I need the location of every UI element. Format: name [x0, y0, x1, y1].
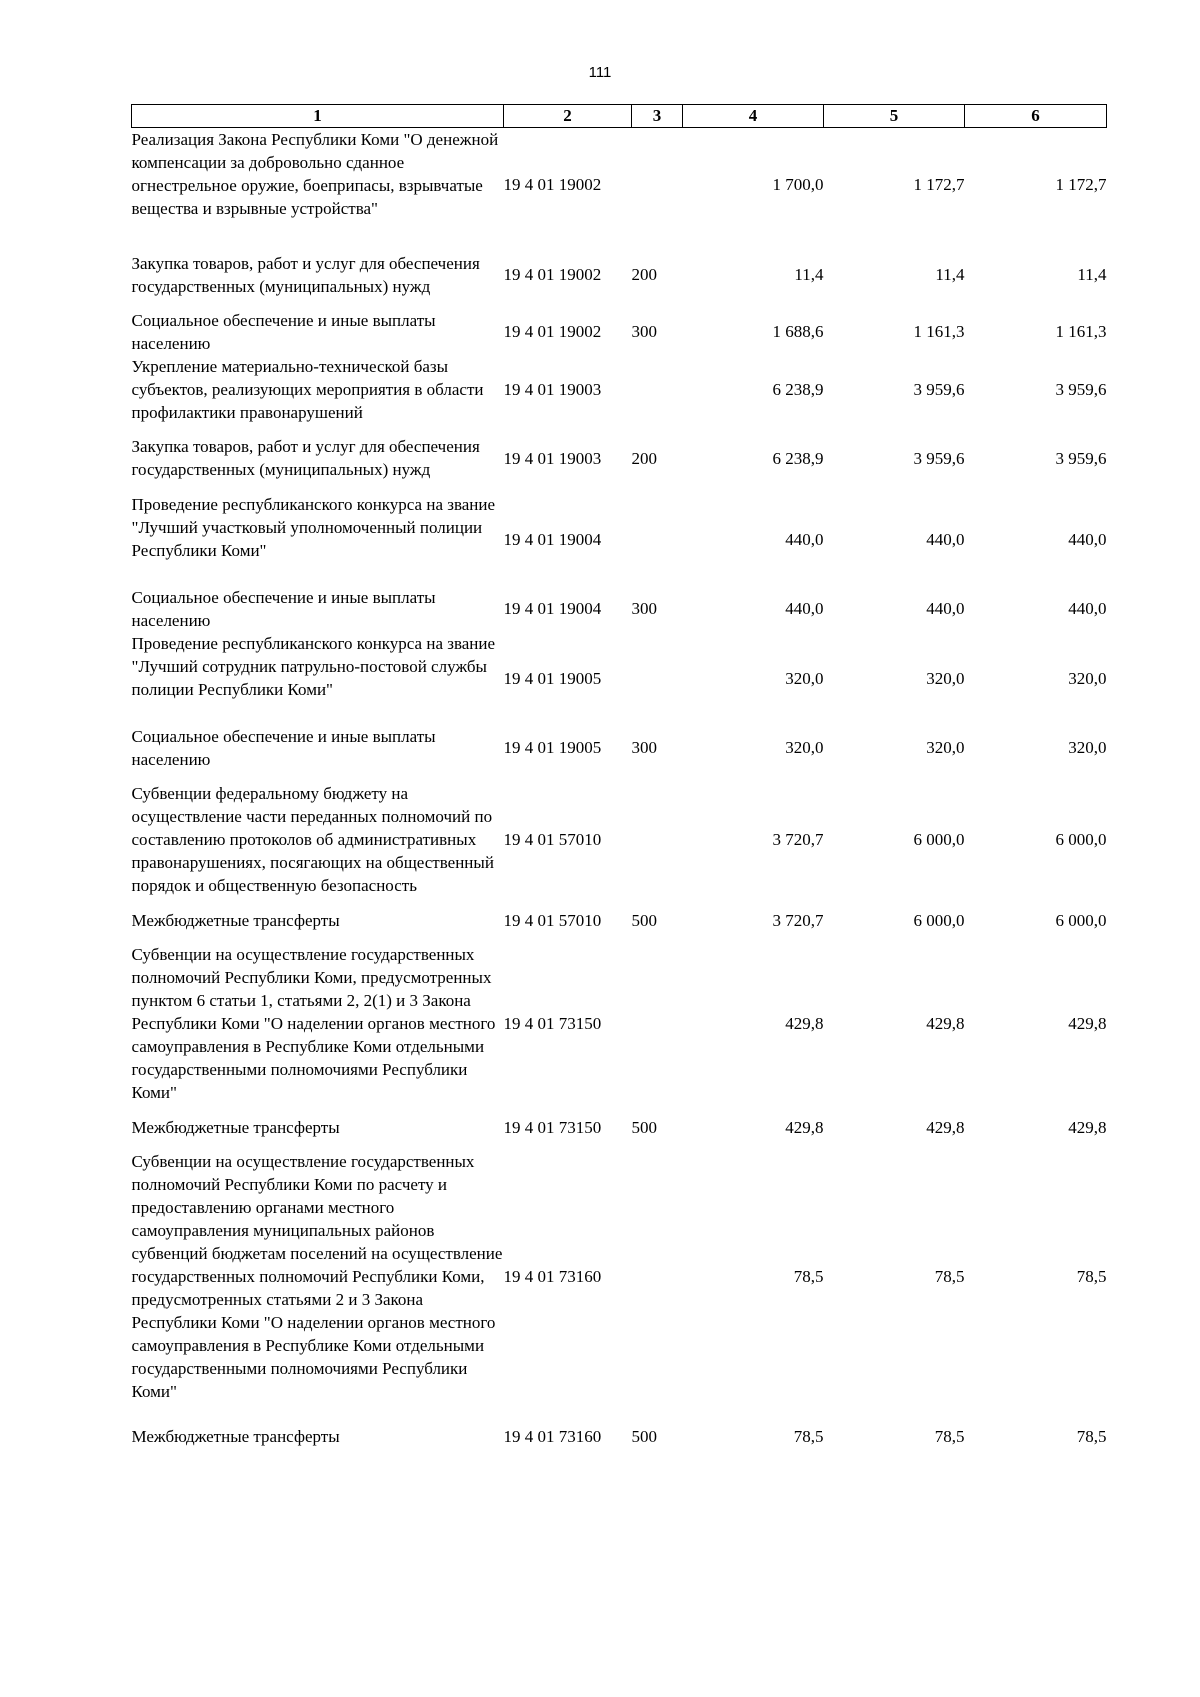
value-col4: 440,0 [785, 599, 824, 618]
value-col6: 78,5 [1076, 1427, 1107, 1446]
expense-type [632, 128, 683, 241]
value-col4: 440,0 [785, 529, 824, 549]
expense-type [632, 932, 683, 1116]
target-code: 19 4 01 73160 [503, 1427, 602, 1446]
table-body [132, 128, 1107, 1460]
header-cell-1: 1 [132, 105, 504, 128]
table-row [132, 309, 1107, 355]
item-name: Проведение республиканского конкурса на звание "Лучший сотрудник патрульно-постовой службы полиции Республики Коми" [131, 633, 496, 699]
header-cell-5: 5 [824, 105, 965, 128]
item-name: Межбюджетные трансферты [131, 910, 340, 930]
item-name: Субвенции федеральному бюджету на осуществление части переданных полномочий по составлению протоколов об административных правонарушениях, посягающих на общественный порядок и общественную безопасность [131, 784, 494, 895]
value-col5: 320,0 [926, 738, 965, 757]
value-col4: 78,5 [793, 1427, 824, 1446]
header-cell-4: 4 [683, 105, 824, 128]
value-col6: 1 172,7 [1055, 174, 1107, 194]
target-code: 19 4 01 19003 [503, 448, 602, 468]
expense-type [632, 493, 683, 586]
header-cell-2: 2 [504, 105, 632, 128]
item-name: Закупка товаров, работ и услуг для обеспечения государственных (муниципальных) нужд [131, 253, 480, 296]
value-col4: 429,8 [785, 1014, 824, 1033]
target-code: 19 4 01 19004 [503, 529, 602, 549]
value-col5: 78,5 [934, 1266, 965, 1286]
table-row [132, 1414, 1107, 1460]
item-name: Социальное обеспечение и иные выплаты населению [131, 726, 436, 769]
expense-type [632, 355, 683, 424]
value-col6: 6 000,0 [1055, 910, 1107, 930]
value-col4: 320,0 [785, 668, 824, 688]
expense-type: 200 [631, 448, 657, 468]
target-code: 19 4 01 19005 [503, 738, 602, 757]
expense-type: 200 [631, 265, 657, 284]
value-col4: 1 700,0 [772, 174, 824, 194]
target-code: 19 4 01 19005 [503, 668, 602, 688]
table-row [132, 586, 1107, 632]
value-col5: 1 172,7 [913, 174, 965, 194]
target-code: 19 4 01 19004 [503, 599, 602, 618]
table-row [132, 932, 1107, 1116]
table-row [132, 771, 1107, 909]
item-name: Социальное обеспечение и иные выплаты населению [131, 587, 436, 630]
value-col6: 429,8 [1068, 1014, 1107, 1033]
value-col6: 320,0 [1068, 668, 1107, 688]
expense-type: 500 [631, 1117, 657, 1137]
value-col6: 429,8 [1068, 1117, 1107, 1137]
header-cell-3: 3 [632, 105, 683, 128]
item-name: Реализация Закона Республики Коми "О денежной компенсации за добровольно сданное огнестрельное оружие, боеприпасы, взрывчатые вещества и взрывные устройства" [131, 130, 499, 218]
table-row [132, 909, 1107, 932]
target-code: 19 4 01 73150 [503, 1014, 602, 1033]
item-name: Межбюджетные трансферты [131, 1117, 340, 1137]
table-row [132, 1116, 1107, 1139]
value-col4: 3 720,7 [772, 830, 824, 849]
header-row [132, 105, 1107, 128]
value-col5: 3 959,6 [913, 448, 965, 468]
item-name: Межбюджетные трансферты [131, 1427, 340, 1446]
value-col4: 1 688,6 [772, 322, 824, 341]
target-code: 19 4 01 19002 [503, 265, 602, 284]
budget-table [131, 104, 1107, 1460]
value-col6: 78,5 [1076, 1266, 1107, 1286]
value-col6: 6 000,0 [1055, 830, 1107, 849]
page-number: 111 [588, 64, 612, 81]
item-name: Проведение республиканского конкурса на звание "Лучший участковый уполномоченный полиции Республики Коми" [131, 494, 496, 560]
target-code: 19 4 01 19002 [503, 322, 602, 341]
target-code: 19 4 01 19002 [503, 174, 602, 194]
value-col4: 429,8 [785, 1117, 824, 1137]
table-row [132, 424, 1107, 493]
value-col4: 320,0 [785, 738, 824, 757]
value-col6: 440,0 [1068, 529, 1107, 549]
value-col6: 3 959,6 [1055, 379, 1107, 399]
table-row [132, 725, 1107, 771]
target-code: 19 4 01 57010 [503, 830, 602, 849]
value-col6: 1 161,3 [1055, 322, 1107, 341]
value-col6: 440,0 [1068, 599, 1107, 618]
value-col4: 6 238,9 [772, 448, 824, 468]
value-col5: 6 000,0 [913, 910, 965, 930]
expense-type [632, 1139, 683, 1414]
value-col6: 11,4 [1077, 265, 1107, 284]
value-col6: 320,0 [1068, 738, 1107, 757]
target-code: 19 4 01 73160 [503, 1266, 602, 1286]
table-row [132, 493, 1107, 586]
value-col5: 440,0 [926, 529, 965, 549]
expense-type: 500 [631, 910, 657, 930]
value-col5: 78,5 [934, 1427, 965, 1446]
target-code: 19 4 01 73150 [503, 1117, 602, 1137]
target-code: 19 4 01 19003 [503, 379, 602, 399]
item-name: Субвенции на осуществление государственных полномочий Республики Коми, предусмотренных пунктом 6 статьи 1, статьями 2, 2(1) и 3 Закона Республики Коми "О наделении органов местного самоуправления в Республике Коми отдельными государственными полномочиями Республики Коми" [131, 945, 496, 1102]
item-name: Социальное обеспечение и иные выплаты населению [131, 310, 436, 353]
value-col5: 429,8 [926, 1014, 965, 1033]
value-col4: 11,4 [794, 265, 824, 284]
expense-type [632, 632, 683, 725]
item-name: Субвенции на осуществление государственных полномочий Республики Коми по расчету и предоставлению органами местного самоуправления муниципальных районов субвенций бюджетам поселений на осуществление государственных полномочий Республики Коми, предусмотренных статьями 2 и 3 Закона Республики Коми "О наделении органов местного самоуправления в Республике Коми отдельными государственными полномочиями Республики Коми" [131, 1151, 503, 1401]
value-col4: 3 720,7 [772, 910, 824, 930]
expense-type: 300 [631, 599, 657, 618]
table-row [132, 128, 1107, 241]
table-header [132, 105, 1107, 128]
table-row [132, 632, 1107, 725]
value-col4: 78,5 [793, 1266, 824, 1286]
value-col5: 11,4 [935, 265, 965, 284]
expense-type: 300 [631, 322, 657, 341]
value-col5: 440,0 [926, 599, 965, 618]
value-col5: 6 000,0 [913, 830, 965, 849]
value-col5: 3 959,6 [913, 379, 965, 399]
table-row [132, 241, 1107, 309]
table-row [132, 1139, 1107, 1414]
value-col5: 320,0 [926, 668, 965, 688]
value-col5: 1 161,3 [913, 322, 965, 341]
header-cell-6: 6 [965, 105, 1107, 128]
value-col4: 6 238,9 [772, 379, 824, 399]
value-col6: 3 959,6 [1055, 448, 1107, 468]
target-code: 19 4 01 57010 [503, 910, 602, 930]
item-name: Закупка товаров, работ и услуг для обеспечения государственных (муниципальных) нужд [131, 437, 480, 479]
expense-type: 500 [631, 1427, 657, 1446]
expense-type [632, 771, 683, 909]
table-row [132, 355, 1107, 424]
value-col5: 429,8 [926, 1117, 965, 1137]
expense-type: 300 [631, 738, 657, 757]
item-name: Укрепление материально-технической базы субъектов, реализующих мероприятия в области профилактики правонарушений [131, 356, 484, 422]
